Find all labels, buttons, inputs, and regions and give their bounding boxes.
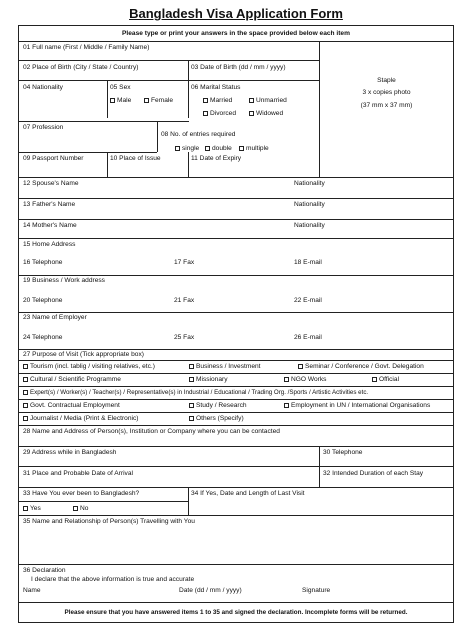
field-13-label: 13 Father's Name	[23, 201, 76, 208]
divorced-checkbox[interactable]	[203, 111, 208, 116]
field-02-label: 02 Place of Birth (City / State / Country)	[23, 64, 139, 71]
field-19-label: 19 Business / Work address	[23, 277, 105, 284]
visa-form	[18, 25, 454, 623]
purpose-ngo-option[interactable]: NGO Works	[284, 376, 326, 384]
field-21-label: 21 Fax	[174, 297, 195, 304]
row-divider	[19, 41, 453, 42]
row-divider	[19, 360, 453, 361]
declaration-text: I declare that the above information is true and accurate	[31, 576, 195, 583]
row-divider	[19, 412, 453, 413]
field-11-label: 11 Date of Expiry	[191, 155, 242, 162]
field-15-label: 15 Home Address	[23, 241, 76, 248]
widowed-checkbox[interactable]	[249, 111, 254, 116]
male-checkbox[interactable]	[110, 98, 115, 103]
field-07-label: 07 Profession	[23, 124, 64, 131]
declaration-date-label: Date (dd / mm / yyyy)	[179, 587, 242, 594]
purpose-business-option[interactable]: Business / Investment	[189, 363, 261, 371]
expert-checkbox[interactable]	[23, 390, 28, 395]
female-checkbox[interactable]	[144, 98, 149, 103]
row-divider	[19, 80, 319, 81]
field-22-label: 22 E-mail	[294, 297, 322, 304]
row-divider	[19, 373, 453, 374]
form-title: Bangladesh Visa Application Form	[129, 6, 343, 21]
row-divider	[19, 60, 319, 61]
visited-yes-option[interactable]: Yes	[23, 505, 41, 513]
purpose-study-option[interactable]: Study / Research	[189, 402, 247, 410]
field-06-label: 06 Marital Status	[191, 84, 241, 91]
purpose-official-option[interactable]: Official	[372, 376, 399, 384]
no-checkbox[interactable]	[73, 506, 78, 511]
declaration-name-label: Name	[23, 587, 41, 594]
official-checkbox[interactable]	[372, 377, 377, 382]
purpose-seminar-option[interactable]: Seminar / Conference / Govt. Delegation	[298, 363, 424, 371]
row-divider	[19, 198, 453, 199]
marital-widowed-option[interactable]: Widowed	[249, 110, 283, 118]
spouse-nationality-label: Nationality	[294, 180, 325, 187]
photo-copies-label: 3 x copies photo	[362, 89, 411, 96]
purpose-cultural-option[interactable]: Cultural / Scientific Programme	[23, 376, 121, 384]
row-divider	[19, 275, 453, 276]
missionary-checkbox[interactable]	[189, 377, 194, 382]
visited-no-option[interactable]: No	[73, 505, 88, 513]
marital-unmarried-option[interactable]: Unmarried	[249, 97, 287, 105]
row-divider	[19, 238, 453, 239]
field-34-label: 34 If Yes, Date and Length of Last Visit	[191, 490, 305, 497]
field-35-label: 35 Name and Relationship of Person(s) Travelling with You	[23, 518, 195, 525]
instruction-text: Please type or print your answers in the space provided below each item	[122, 30, 350, 37]
field-33-label: 33 Have You ever been to Bangladesh?	[23, 490, 140, 497]
col-divider	[188, 152, 189, 177]
field-10-label: 10 Place of Issue	[110, 155, 161, 162]
sex-male-option[interactable]: Male	[110, 97, 131, 105]
row-divider	[19, 487, 453, 488]
row-divider	[19, 602, 453, 603]
field-16-label: 16 Telephone	[23, 259, 63, 266]
cultural-checkbox[interactable]	[23, 377, 28, 382]
ngo-checkbox[interactable]	[284, 377, 289, 382]
married-checkbox[interactable]	[203, 98, 208, 103]
row-divider	[19, 501, 189, 502]
multiple-checkbox[interactable]	[239, 146, 244, 151]
entries-double-option[interactable]: double	[205, 145, 232, 153]
field-09-label: 09 Passport Number	[23, 155, 84, 162]
field-23-label: 23 Name of Employer	[23, 314, 87, 321]
purpose-journalist-option[interactable]: Journalist / Media (Print & Electronic)	[23, 415, 138, 423]
govt-checkbox[interactable]	[23, 403, 28, 408]
purpose-missionary-option[interactable]: Missionary	[189, 376, 228, 384]
others-checkbox[interactable]	[189, 416, 194, 421]
row-divider	[19, 152, 157, 153]
double-checkbox[interactable]	[205, 146, 210, 151]
field-08-label: 08 No. of entries required	[161, 131, 236, 138]
field-03-label: 03 Date of Birth (dd / mm / yyyy)	[191, 64, 286, 71]
row-divider	[19, 399, 453, 400]
row-divider	[19, 466, 453, 467]
col-divider	[188, 60, 189, 80]
field-18-label: 18 E-mail	[294, 259, 322, 266]
row-divider	[19, 312, 453, 313]
field-25-label: 25 Fax	[174, 334, 195, 341]
row-divider	[19, 515, 453, 516]
purpose-tourism-option[interactable]: Tourism (incl. tablig / visiting relatives, etc.)	[23, 363, 155, 371]
field-20-label: 20 Telephone	[23, 297, 63, 304]
yes-checkbox[interactable]	[23, 506, 28, 511]
col-divider	[107, 80, 108, 118]
field-27-label: 27 Purpose of Visit (Tick appropriate box)	[23, 351, 144, 358]
field-17-label: 17 Fax	[174, 259, 195, 266]
photo-size-label: (37 mm x 37 mm)	[360, 102, 413, 109]
single-checkbox[interactable]	[175, 146, 180, 151]
row-divider	[19, 219, 453, 220]
photo-staple-label: Staple	[377, 77, 396, 84]
entries-single-option[interactable]: single	[175, 145, 199, 153]
field-30-label: 30 Telephone	[323, 449, 363, 456]
marital-divorced-option[interactable]: Divorced	[203, 110, 236, 118]
field-32-label: 32 Intended Duration of each Stay	[323, 470, 424, 477]
field-29-label: 29 Address while in Bangladesh	[23, 449, 117, 456]
study-checkbox[interactable]	[189, 403, 194, 408]
tourism-checkbox[interactable]	[23, 364, 28, 369]
purpose-govt-option[interactable]: Govt. Contractual Employment	[23, 402, 120, 410]
journalist-checkbox[interactable]	[23, 416, 28, 421]
field-26-label: 26 E-mail	[294, 334, 322, 341]
col-divider	[157, 121, 158, 152]
field-28-label: 28 Name and Address of Person(s), Institution or Company where you can be contacted	[23, 428, 280, 435]
purpose-expert-option[interactable]: Expert(s) / Worker(s) / Teacher(s) / Representative(s) in Industrial / Educational / Trading Org. /Sports / Artistic Activities etc.	[23, 389, 368, 397]
row-divider	[19, 177, 453, 178]
footer-note: Please ensure that you have answered items 1 to 35 and signed the declaration. Incomplete forms will be returned.	[64, 609, 408, 616]
field-12-label: 12 Spouse's Name	[23, 180, 79, 187]
father-nationality-label: Nationality	[294, 201, 325, 208]
mother-nationality-label: Nationality	[294, 222, 325, 229]
marital-married-option[interactable]: Married	[203, 97, 232, 105]
purpose-others-option[interactable]: Others (Specify)	[189, 415, 244, 423]
field-31-label: 31 Place and Probable Date of Arrival	[23, 470, 133, 477]
row-divider	[19, 425, 453, 426]
business-checkbox[interactable]	[189, 364, 194, 369]
field-01-label: 01 Full name (First / Middle / Family Name)	[23, 44, 150, 51]
row-divider	[19, 564, 453, 565]
unmarried-checkbox[interactable]	[249, 98, 254, 103]
seminar-checkbox[interactable]	[298, 364, 303, 369]
entries-multiple-option[interactable]: multiple	[239, 145, 269, 153]
row-divider	[19, 349, 453, 350]
field-04-label: 04 Nationality	[23, 84, 63, 91]
sex-female-option[interactable]: Female	[144, 97, 173, 105]
declaration-signature-label: Signature	[302, 587, 331, 594]
col-divider	[107, 152, 108, 177]
row-divider	[19, 386, 453, 387]
field-05-label: 05 Sex	[110, 84, 131, 91]
col-divider	[188, 80, 189, 118]
purpose-un-option[interactable]: Employment in UN / International Organisations	[284, 402, 430, 410]
un-checkbox[interactable]	[284, 403, 289, 408]
field-36-label: 36 Declaration	[23, 567, 66, 574]
field-24-label: 24 Telephone	[23, 334, 63, 341]
row-divider	[19, 121, 189, 122]
field-14-label: 14 Mother's Name	[23, 222, 77, 229]
row-divider	[19, 446, 453, 447]
